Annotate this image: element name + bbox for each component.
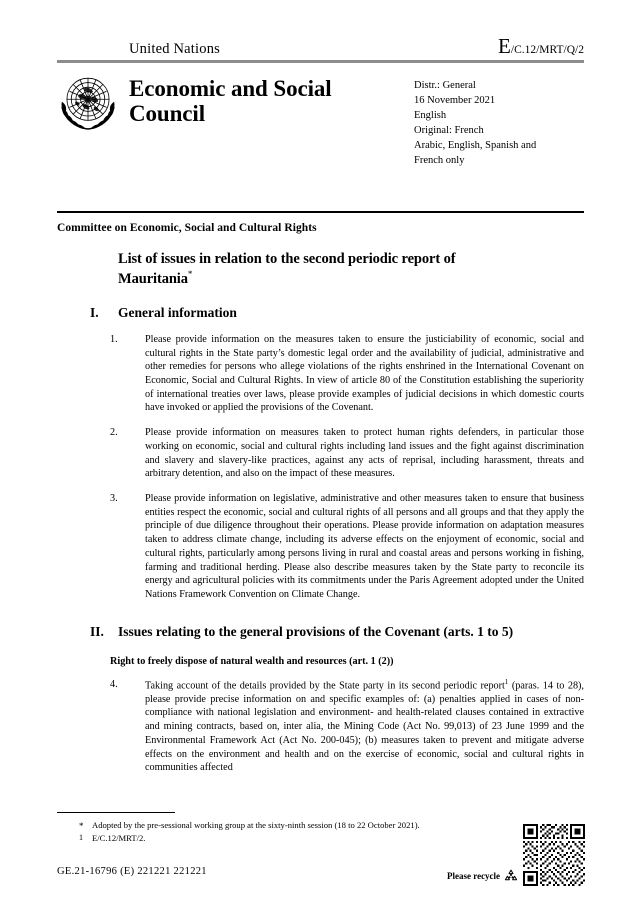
page-footer [57, 862, 584, 892]
paragraph-text-3: Please provide information on legislative, administrative and other measures taken to ensure that business entities respect the economic, social and cultural rights of all persons and all groups and that they apply the principle of due diligence throughout their operations. Please provide information on adaptation measures taken to address climate change, including its adverse effects on the enjoyment of economic, social and cultural rights, particularly among persons living in rural and coastal areas and persons working in fishing, farming and traditional herding. Please also describe measures taken by the State party to reconcile its energy and agricultural policies with its commitments under the Paris Agreement adopted under the United Nations Framework Convention on Climate Change. [145, 492, 584, 601]
paragraph-text-1: Please provide information on the measures taken to ensure the justiciability of economic, social and cultural rights in the State party’s domestic legal order and the availability of judicial, administrative and other remedies for persons who allege violations of the rights enshrined in the International Covenant on Economic, Social and Cultural Rights. In view of article 80 of the Constitution establishing the superiority of international treaties over laws, please provide examples of judicial decisions in which domestic courts have invoked or applied the provisions of the Covenant. [145, 333, 584, 414]
un-emblem-icon [57, 72, 119, 134]
page-title: Economic and Social Council [129, 76, 332, 126]
committee-divider [57, 211, 584, 213]
section-number-1: I. [90, 304, 99, 320]
footnote-star [57, 819, 584, 832]
paragraph-4-footnote-mark: 1 [504, 677, 509, 686]
paragraph-number-4: 4. [110, 678, 118, 690]
section-heading-1 [90, 305, 584, 322]
organization-name: United Nations [129, 41, 220, 57]
masthead-body [57, 70, 584, 168]
title-footnote-mark: * [187, 268, 193, 279]
section-heading-2 [90, 624, 584, 641]
recycle-label: Please recycle [447, 871, 501, 881]
emblem-column [57, 70, 129, 168]
paragraph-text-4-before-note: Taking account of the details provided by the State party in its second periodic report [145, 680, 505, 691]
masthead [57, 36, 584, 168]
masthead-top-row [57, 36, 584, 58]
paragraph-text-4-after-note: (paras. 14 to 28), please provide precise information on and specific examples of: (a) penalties applied in cases of non-compliance with national legislation and environment- and health-related clauses contained in extractive and mining contracts, based on, inter alia, the Mining Code (Act No. 99,013) of 23 June 1999 and the Environmental Framework Act (Act No. 200-045); (b) measures taken to prevent and mitigate adverse effects on the environment and health and on the exercise of economic, social and cultural rights in communities affected [145, 680, 584, 774]
footnote-1-mark: 1 [79, 832, 83, 842]
paragraph-1 [110, 333, 584, 415]
distribution-language: English [414, 109, 447, 121]
committee-name: Committee on Economic, Social and Cultural Rights [57, 222, 317, 234]
paragraph-2 [110, 426, 584, 481]
document-content [57, 250, 584, 775]
symbol-prefix: E [498, 34, 511, 58]
recycle-notice [447, 868, 519, 884]
paragraph-3 [110, 492, 584, 602]
distribution-block [408, 70, 584, 168]
paragraph-text-2: Please provide information on measures taken to protect human rights defenders, in particular those working on economic, social and cultural rights including land issues and the fight against discrimination and slavery and slavery-like practices, against any acts of reprisal, including harassment, threats and arbitrary detention, and also on the impact of these measures. [145, 427, 584, 480]
document-title-text: List of issues in relation to the second periodic report of Mauritania [118, 251, 456, 287]
section-title-1: General information [118, 304, 237, 320]
subsection-heading: Right to freely dispose of natural wealth and resources (art. 1 (2)) [110, 655, 394, 667]
footnote-star-text: Adopted by the pre-sessional working group at the sixty-ninth session (18 to 22 October 2021). [92, 820, 420, 830]
paragraph-number-2: 2. [110, 427, 118, 439]
distribution-line: Distr.: General [414, 80, 476, 91]
council-title-column [129, 70, 408, 168]
document-symbol [498, 36, 584, 57]
masthead-divider [57, 60, 584, 63]
qr-code-icon [523, 824, 585, 886]
paragraph-4 [110, 678, 584, 775]
footnote-separator [57, 812, 175, 813]
paragraph-number-3: 3. [110, 492, 118, 504]
footnote-1-text: E/C.12/MRT/2. [92, 832, 146, 843]
paragraph-number-1: 1. [110, 333, 118, 345]
footnote-star-mark: * [79, 821, 84, 831]
job-number: GE.21-16796 (E) 221221 221221 [57, 866, 207, 877]
footnotes-block [57, 812, 584, 845]
document-title [118, 250, 518, 288]
symbol-suffix: /C.12/MRT/Q/2 [510, 44, 584, 56]
footnote-1 [57, 832, 584, 845]
distribution-original: Original: French [414, 124, 484, 136]
distribution-date: 16 November 2021 [414, 94, 496, 106]
section-number-2: II. [90, 623, 104, 639]
distribution-languages-2: French only [414, 154, 465, 166]
distribution-languages-1: Arabic, English, Spanish and [414, 139, 537, 151]
recycling-symbol-icon [503, 868, 519, 884]
section-title-2: Issues relating to the general provisions of the Covenant (arts. 1 to 5) [118, 623, 514, 639]
